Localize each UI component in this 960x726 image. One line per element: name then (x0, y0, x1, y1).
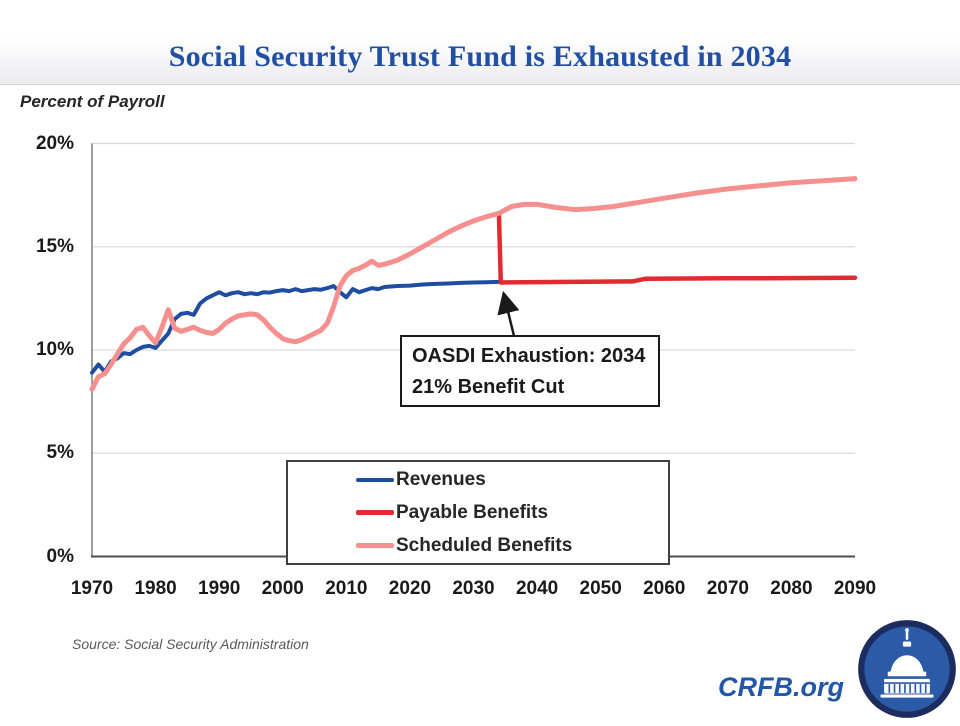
x-tick-1970: 1970 (70, 578, 114, 599)
x-tick-2070: 2070 (706, 578, 749, 599)
legend-item-revenues (288, 463, 668, 496)
legend-item-payable-benefits (288, 496, 668, 529)
x-tick-2000: 2000 (261, 578, 304, 599)
x-tick-2090: 2090 (833, 578, 877, 599)
legend-label: Scheduled Benefits (396, 534, 573, 556)
legend-label: Revenues (396, 468, 486, 490)
page-title: Social Security Trust Fund is Exhausted in 2034 (168, 40, 792, 73)
annotation-arrow (505, 297, 515, 336)
x-tick-2020: 2020 (388, 578, 432, 599)
source-note: Source: Social Security Administration (72, 636, 309, 652)
crfb-logo (855, 617, 959, 721)
legend-swatch (356, 510, 394, 515)
legend-label: Payable Benefits (396, 501, 549, 523)
x-tick-2060: 2060 (643, 578, 686, 599)
x-tick-1980: 1980 (134, 578, 177, 599)
x-tick-1990: 1990 (198, 578, 241, 599)
annotation-box (400, 335, 660, 407)
y-axis-unit-label: Percent of Payroll (20, 92, 165, 111)
y-tick-20%: 20% (35, 132, 74, 154)
crfb-link-text[interactable]: CRFB.org (718, 672, 844, 702)
legend-swatch (356, 478, 394, 482)
capitol-icon (855, 617, 959, 721)
legend-swatch (356, 543, 394, 548)
annotation-line1: OASDI Exhaustion: 2034 (412, 345, 646, 367)
x-tick-2050: 2050 (579, 578, 622, 599)
x-tick-2010: 2010 (325, 578, 368, 599)
x-tick-2080: 2080 (770, 578, 813, 599)
y-tick-15%: 15% (35, 235, 74, 257)
legend-item-scheduled-benefits (288, 529, 668, 562)
annotation-line2: 21% Benefit Cut (412, 376, 565, 398)
y-tick-0%: 0% (46, 545, 74, 567)
series-line-payable-benefits (499, 213, 855, 282)
y-tick-5%: 5% (46, 442, 74, 464)
x-tick-2040: 2040 (515, 578, 559, 599)
y-tick-10%: 10% (35, 339, 74, 360)
legend-box (286, 460, 670, 565)
x-tick-2030: 2030 (452, 578, 495, 599)
